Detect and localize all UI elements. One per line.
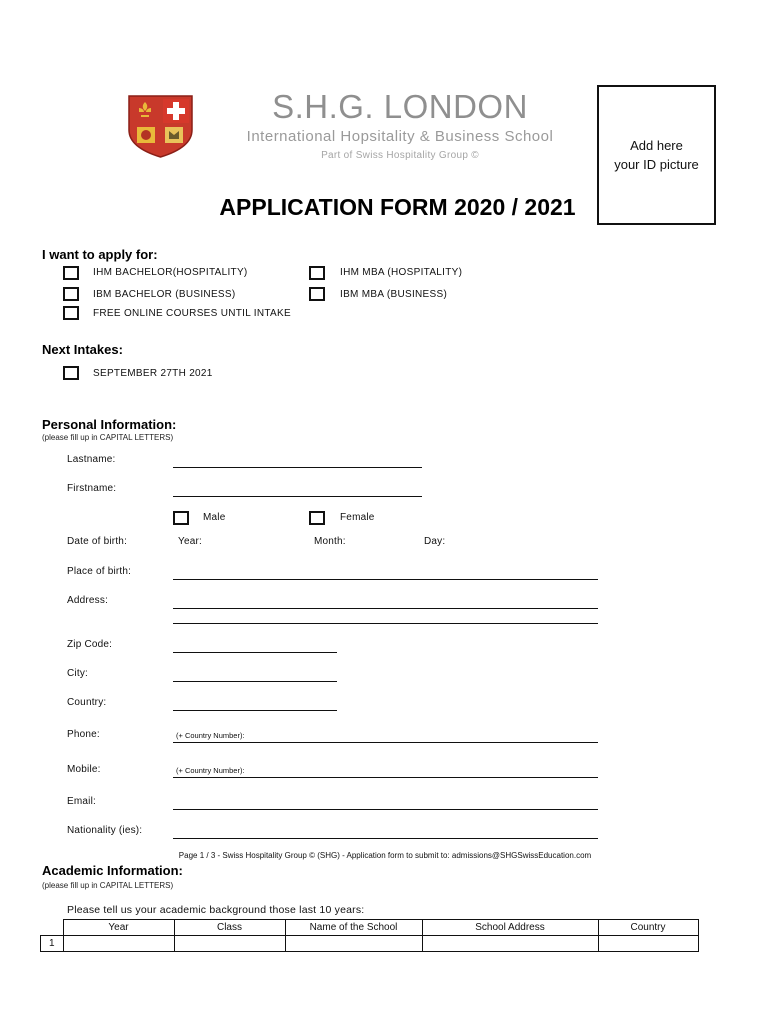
female-label: Female — [340, 512, 375, 523]
place-of-birth-field[interactable] — [173, 579, 598, 580]
nationality-field[interactable] — [173, 838, 598, 839]
apply-heading: I want to apply for: — [42, 247, 158, 262]
dob-year-label[interactable]: Year: — [178, 536, 202, 547]
academic-note: (please fill up in CAPITAL LETTERS) — [42, 881, 174, 890]
col-school-address: School Address — [422, 920, 598, 936]
zip-field[interactable] — [173, 652, 337, 653]
country-label: Country: — [67, 697, 107, 708]
checkbox-september-intake[interactable] — [63, 366, 79, 380]
page-footer: Page 1 / 3 - Swiss Hospitality Group © (SHG) - Application form to submit to: admissions@SHGSwissEducation.com — [178, 851, 592, 860]
mobile-field[interactable] — [173, 777, 598, 778]
academic-table-header — [41, 920, 699, 936]
phone-field[interactable] — [173, 742, 598, 743]
form-title: APPLICATION FORM 2020 / 2021 — [219, 194, 576, 220]
col-class: Class — [174, 920, 285, 936]
personal-note: (please fill up in CAPITAL LETTERS) — [42, 433, 174, 442]
phone-label: Phone: — [67, 729, 100, 740]
table-row — [41, 936, 699, 952]
option-ibm-bachelor: IBM BACHELOR (BUSINESS) — [93, 289, 236, 300]
lastname-label: Lastname: — [67, 454, 116, 465]
male-label: Male — [203, 512, 226, 523]
dob-day-label[interactable]: Day: — [424, 536, 446, 547]
option-ibm-mba: IBM MBA (BUSINESS) — [340, 289, 448, 300]
email-field[interactable] — [173, 809, 598, 810]
checkbox-ihm-bachelor[interactable] — [63, 266, 79, 280]
address-label: Address: — [67, 595, 109, 606]
cell-year[interactable] — [63, 936, 174, 952]
checkbox-free-online[interactable] — [63, 306, 79, 320]
cell-country[interactable] — [598, 936, 698, 952]
checkbox-ibm-mba[interactable] — [309, 287, 325, 301]
id-picture-line2: your ID picture — [614, 157, 699, 172]
mobile-label: Mobile: — [67, 764, 101, 775]
email-label: Email: — [67, 796, 96, 807]
school-crest-logo — [127, 94, 194, 158]
mobile-hint: (+ Country Number): — [176, 766, 245, 775]
option-free-online: FREE ONLINE COURSES UNTIL INTAKE — [93, 308, 291, 319]
brand-subtitle: International Hopsitality & Business School — [246, 128, 554, 145]
col-school-name: Name of the School — [285, 920, 422, 936]
country-field[interactable] — [173, 710, 337, 711]
option-ihm-bachelor: IHM BACHELOR(HOSPITALITY) — [93, 267, 248, 278]
option-september-intake: SEPTEMBER 27TH 2021 — [93, 368, 213, 379]
cell-class[interactable] — [174, 936, 285, 952]
dob-month-label[interactable]: Month: — [314, 536, 346, 547]
checkbox-female[interactable] — [309, 511, 325, 525]
address-field-line1[interactable] — [173, 608, 598, 609]
academic-intro: Please tell us your academic background those last 10 years: — [67, 904, 365, 916]
cell-school-name[interactable] — [285, 936, 422, 952]
brand-title: S.H.G. LONDON — [272, 88, 528, 125]
cell-school-address[interactable] — [422, 936, 598, 952]
id-picture-line1: Add here — [630, 138, 683, 153]
personal-heading: Personal Information: — [42, 417, 177, 432]
zip-label: Zip Code: — [67, 639, 113, 650]
table-corner — [41, 920, 64, 936]
option-ihm-mba: IHM MBA (HOSPITALITY) — [340, 267, 463, 278]
firstname-label: Firstname: — [67, 483, 117, 494]
checkbox-ibm-bachelor[interactable] — [63, 287, 79, 301]
row-number: 1 — [41, 936, 64, 952]
firstname-field[interactable] — [173, 496, 422, 497]
intakes-heading: Next Intakes: — [42, 342, 123, 357]
phone-hint: (+ Country Number): — [176, 731, 245, 740]
lastname-field[interactable] — [173, 467, 422, 468]
address-field-line2[interactable] — [173, 623, 598, 624]
academic-table — [40, 919, 699, 952]
checkbox-male[interactable] — [173, 511, 189, 525]
col-country: Country — [598, 920, 698, 936]
nationality-label: Nationality (ies): — [67, 825, 143, 836]
city-field[interactable] — [173, 681, 337, 682]
checkbox-ihm-mba[interactable] — [309, 266, 325, 280]
col-year: Year — [63, 920, 174, 936]
dob-label: Date of birth: — [67, 536, 128, 547]
brand-tagline: Part of Swiss Hospitality Group © — [321, 150, 479, 161]
academic-heading: Academic Information: — [42, 863, 183, 878]
city-label: City: — [67, 668, 88, 679]
place-of-birth-label: Place of birth: — [67, 566, 132, 577]
